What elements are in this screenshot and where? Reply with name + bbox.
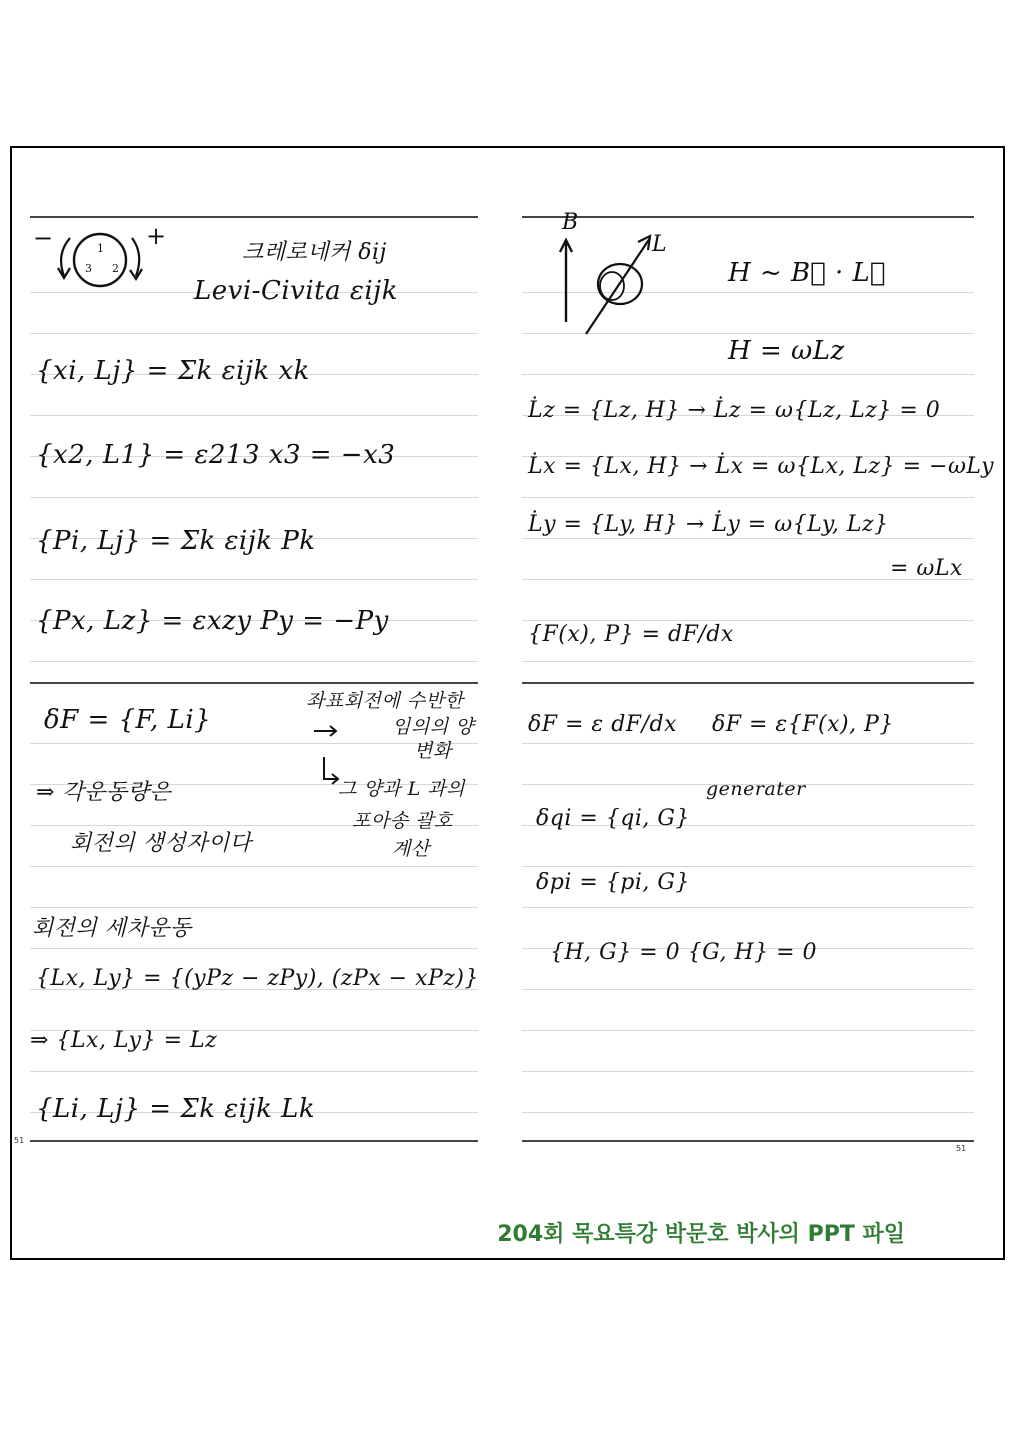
ruled-line <box>522 1071 974 1072</box>
equation: ⇒ {Lx, Ly} = Lz <box>30 1028 218 1053</box>
note-text: ⇒ 각운동량은 <box>36 780 172 805</box>
page-number: 51 <box>14 1136 25 1145</box>
equation: δF = {F, Li} <box>44 705 212 735</box>
page-top-rule <box>30 216 478 218</box>
note-text: 임의의 양 <box>392 716 474 738</box>
ruled-line <box>522 743 974 744</box>
vector-label: B <box>562 210 579 235</box>
arrow-icon <box>312 723 352 783</box>
ruled-line <box>30 948 478 949</box>
ruled-line <box>522 497 974 498</box>
ruled-line <box>30 579 478 580</box>
levi-civita: Levi-Civita εijk <box>194 276 398 306</box>
page-bottom-rule <box>522 1140 974 1142</box>
equation: {F(x), P} = dF/dx <box>528 622 734 647</box>
ruled-line <box>30 415 478 416</box>
page-number: 51 <box>956 1144 967 1153</box>
ruled-line <box>30 497 478 498</box>
equation: {xi, Lj} = Σk εijk xk <box>36 356 310 386</box>
equation: L̇x = {Lx, H} → L̇x = ω{Lx, Lz} = −ωLy <box>528 454 995 479</box>
equation: {Px, Lz} = εxzy Py = −Py <box>36 606 389 636</box>
equation: = ωLx <box>890 556 963 581</box>
note-text: 좌표회전에 수반한 <box>306 690 464 712</box>
section-divider <box>522 682 974 684</box>
equation: {Lx, Ly} = {(yPz − zPy), (zPx − xPz)} <box>36 966 479 991</box>
ruled-line <box>30 333 478 334</box>
ruled-line <box>522 866 974 867</box>
minus-sign: − <box>33 224 54 252</box>
equation: δF = ε dF/dx <box>528 712 677 737</box>
ruled-line <box>30 661 478 662</box>
ruled-line <box>30 1071 478 1072</box>
ruled-line <box>522 1030 974 1031</box>
note-text: 그 양과 L 과의 <box>338 778 466 800</box>
ruled-line <box>30 907 478 908</box>
note-text: 변화 <box>414 740 452 762</box>
diagram-label: 1 <box>97 242 104 255</box>
note-text: 포아송 괄호 <box>352 810 453 832</box>
equation: L̇y = {Ly, H} → L̇y = ω{Ly, Lz} <box>528 512 889 537</box>
equation: L̇z = {Lz, H} → L̇z = ω{Lz, Lz} = 0 <box>528 398 941 423</box>
ruled-line <box>522 374 974 375</box>
vector-label: L <box>652 232 668 257</box>
plus-sign: + <box>146 222 167 250</box>
equation: {H, G} = 0 {G, H} = 0 <box>550 940 818 965</box>
kronecker-delta: 크레로네커 δij <box>242 240 387 265</box>
footer-caption: 204회 목요특강 박문호 박사의 PPT 파일 <box>497 1222 905 1247</box>
diagram-label: 2 <box>112 262 119 275</box>
document-frame <box>10 146 1005 1260</box>
annotation: generater <box>706 778 806 800</box>
equation: H ~ B⃗ · L⃗ <box>728 258 886 288</box>
equation: {x2, L1} = ε213 x3 = −x3 <box>36 440 396 470</box>
right-notebook-page <box>522 208 995 1208</box>
equation: δqi = {qi, G} <box>536 806 690 831</box>
ruled-line <box>522 907 974 908</box>
left-notebook-page <box>14 208 479 1208</box>
ruled-line <box>30 743 478 744</box>
ruled-line <box>522 661 974 662</box>
section-divider <box>30 682 478 684</box>
ruled-line <box>522 1112 974 1113</box>
equation: {Li, Lj} = Σk εijk Lk <box>36 1094 316 1124</box>
diagram-label: 3 <box>85 262 92 275</box>
page-bottom-rule <box>30 1140 478 1142</box>
ruled-line <box>30 866 478 867</box>
equation: δpi = {pi, G} <box>536 870 690 895</box>
equation: {Pi, Lj} = Σk εijk Pk <box>36 526 316 556</box>
section-heading: 회전의 세차운동 <box>32 916 192 941</box>
ruled-line <box>522 989 974 990</box>
equation: H = ωLz <box>728 336 845 366</box>
rotation-circle-icon <box>30 224 180 294</box>
note-text: 계산 <box>392 838 430 860</box>
note-text: 회전의 생성자이다 <box>70 831 252 856</box>
equation: δF = ε{F(x), P} <box>712 712 894 737</box>
